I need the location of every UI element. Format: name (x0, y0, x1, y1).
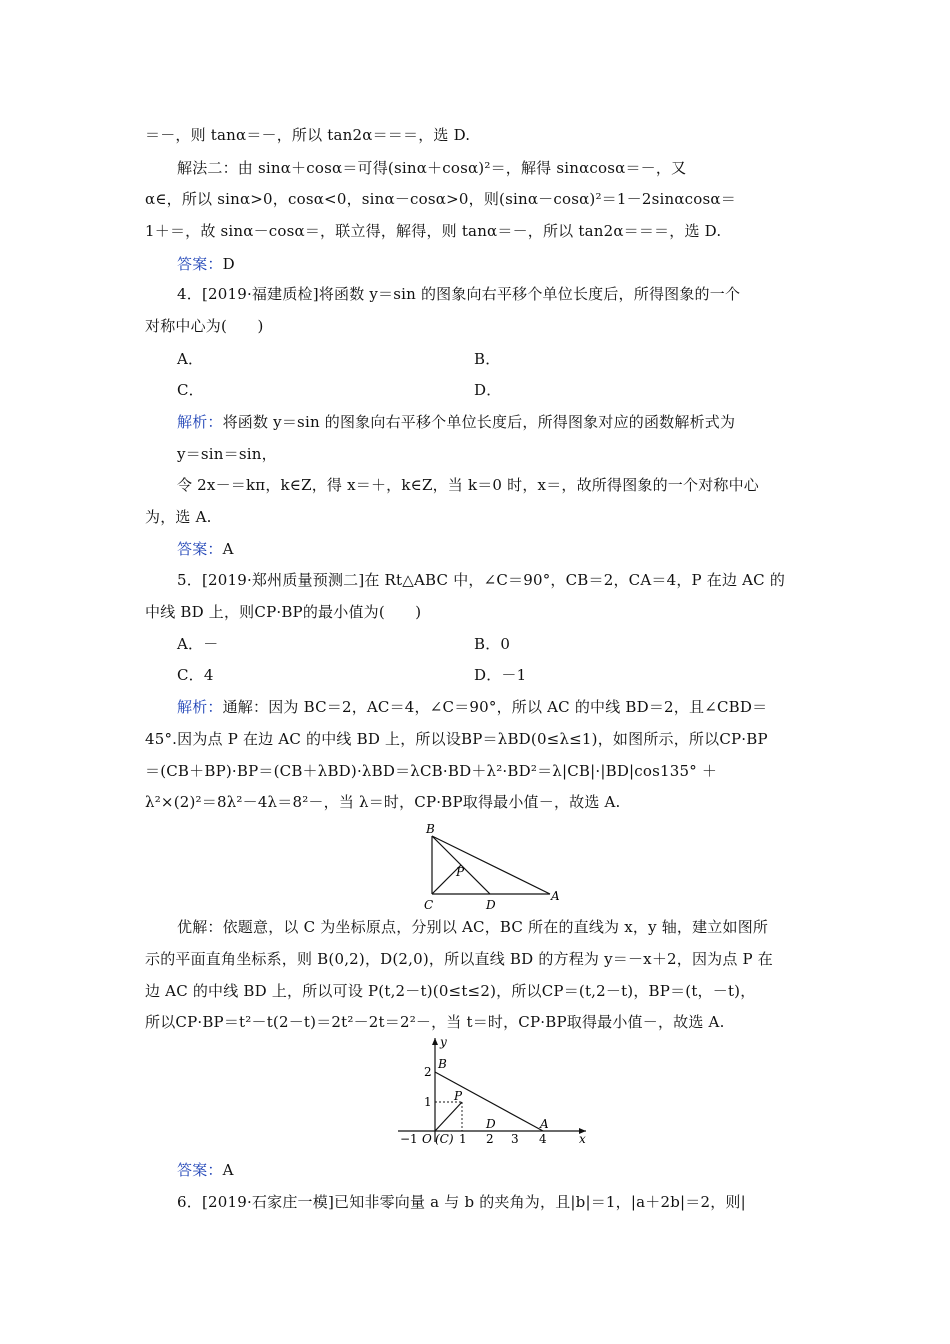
text-line: 边 AC 的中线 BD 上，所以可设 P(t,2－t)(0≤t≤2)，所以CP＝(t,2－t)，BP＝(t，－t)， (145, 982, 756, 1000)
analysis-line: 解析：通解：因为 BC＝2，AC＝4，∠C＝90°，所以 AC 的中线 BD＝2，且∠CBD＝ (177, 698, 768, 716)
answer-line: 答案：A (177, 540, 234, 558)
text-line: α∈，所以 sinα>0，cosα<0，sinα－cosα>0，则(sinα－cosα)²＝1－2sinαcosα＝ (145, 190, 736, 208)
text-line: 令 2x－＝kπ，k∈Z，得 x＝＋，k∈Z，当 k＝0 时，x＝，故所得图象的一个对称中心 (177, 476, 760, 494)
text-line: 45°.因为点 P 在边 AC 的中线 BD 上，所以设BP＝λBD(0≤λ≤1)，如图所示，所以CP·BP (145, 730, 768, 748)
option-a: A． (177, 350, 204, 368)
label-p: P (456, 865, 465, 879)
tick-y-1: 1 (424, 1095, 432, 1109)
tick-x-4: 4 (539, 1132, 547, 1146)
label-b: B (438, 1057, 447, 1071)
text-line: 示的平面直角坐标系，则 B(0,2)，D(2,0)，所以直线 BD 的方程为 y＝－x＋2，因为点 P 在 (145, 950, 773, 968)
text-line: 解法二：由 sinα＋cosα＝可得(sinα＋cosα)²＝，解得 sinαcosα＝－，又 (177, 159, 687, 177)
coordinate-figure (390, 1034, 590, 1146)
text-line: 所以CP·BP＝t²－t(2－t)＝2t²－2t＝2²－，当 t＝时，CP·BP取得最小值－，故选 A. (145, 1013, 725, 1031)
text-line: ＝(CB＋BP)·BP＝(CB＋λBD)·λBD＝λCB·BD＋λ²·BD²＝λ|CB|·|BD|cos135° ＋ (145, 762, 718, 780)
answer-line: 答案：A (177, 1161, 234, 1179)
text-line: λ²×(2)²＝8λ²－4λ＝8²－，当 λ＝时，CP·BP取得最小值－，故选 A. (145, 793, 621, 811)
option-b: B． (474, 350, 501, 368)
label-b: B (426, 822, 435, 836)
label-c: C (424, 898, 434, 910)
answer-line: 答案：D (177, 255, 235, 273)
label-a: A (551, 889, 560, 903)
text-line: 1＋＝，故 sinα－cosα＝，联立得，解得，则 tanα＝－，所以 tan2α＝＝＝，选 D. (145, 222, 722, 240)
triangle-figure (420, 818, 570, 910)
text-line: 中线 BD 上，则CP·BP的最小值为( ) (145, 603, 422, 621)
tick-x-1: 1 (459, 1132, 467, 1146)
origin-label: O (422, 1132, 432, 1146)
text-line: ＝－，则 tanα＝－，所以 tan2α＝＝＝，选 D. (145, 126, 471, 144)
y-axis-label: y (440, 1035, 447, 1049)
text-line: 对称中心为( ) (145, 317, 264, 335)
analysis-line: 解析：将函数 y＝sin 的图象向右平移个单位长度后，所得图象对应的函数解析式为 (177, 413, 736, 431)
tick-x-2: 2 (486, 1132, 494, 1146)
label-a: A (540, 1117, 549, 1131)
text-line: y＝sin＝sin， (177, 445, 277, 463)
option-b: B．0 (474, 635, 511, 653)
tick-y-2: 2 (424, 1065, 432, 1079)
option-d: D．－1 (474, 666, 527, 684)
question-4: 4．[2019·福建质检]将函数 y＝sin 的图象向右平移个单位长度后，所得图象的一个 (177, 285, 741, 303)
option-c: C． (177, 381, 204, 399)
label-p: P (454, 1089, 463, 1103)
origin-c-label: (C) (435, 1132, 454, 1146)
tick-x-3: 3 (511, 1132, 519, 1146)
x-axis-label: x (579, 1132, 586, 1146)
tick-x-neg1: −1 (400, 1132, 418, 1146)
label-d: D (486, 1117, 496, 1131)
text-line: 为，选 A. (145, 508, 212, 526)
option-a: A．－ (177, 635, 219, 653)
label-d: D (486, 898, 496, 910)
question-6: 6．[2019·石家庄一模]已知非零向量 a 与 b 的夹角为，且|b|＝1，|a＋2b|＝2，则| (177, 1193, 746, 1211)
option-c: C．4 (177, 666, 214, 684)
question-5: 5．[2019·郑州质量预测二]在 Rt△ABC 中，∠C＝90°，CB＝2，CA＝4，P 在边 AC 的 (177, 571, 786, 589)
text-line: 优解：依题意，以 C 为坐标原点，分别以 AC，BC 所在的直线为 x，y 轴，建立如图所 (177, 918, 769, 936)
option-d: D． (474, 381, 502, 399)
